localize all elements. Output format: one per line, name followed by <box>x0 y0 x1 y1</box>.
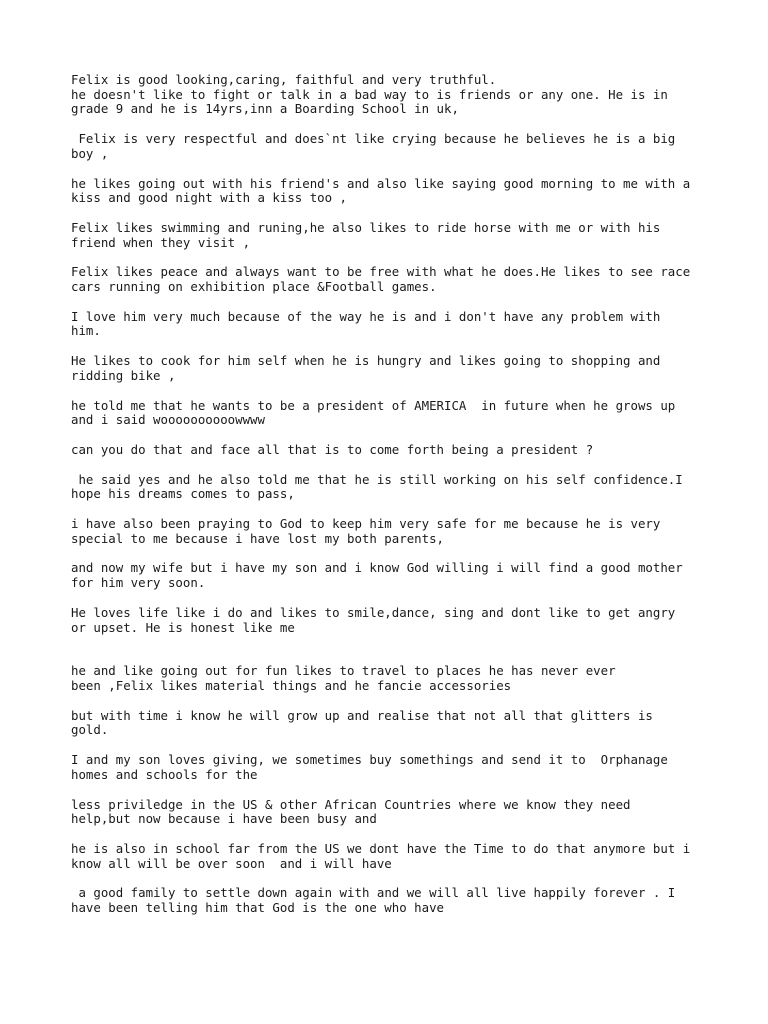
paragraph-8: he told me that he wants to be a president of AMERICA in future when he grows up and i said woooooooooowwww <box>71 397 676 428</box>
document-body <box>71 73 711 916</box>
paragraph-11: i have also been praying to God to keep him very safe for me because he is very special to me because i have lost my both parents, <box>71 516 661 546</box>
paragraph-2: Felix is very respectful and does`nt like crying because he believes he is a big boy , <box>71 131 676 161</box>
paragraph-3: he likes going out with his friend's and also like saying good morning to me with a kiss and good night with a kiss too , <box>71 175 691 206</box>
paragraph-14: he and like going out for fun likes to travel to places he has never ever been ,Felix likes material things and he fancie accessories <box>71 663 616 693</box>
paragraph-16: I and my son loves giving, we sometimes buy somethings and send it to Orphanage homes and schools for the <box>71 752 668 782</box>
paragraph-6: I love him very much because of the way he is and i don't have any problem with him. <box>71 308 661 339</box>
paragraph-13: He loves life like i do and likes to smile,dance, sing and dont like to get angry or upset. He is honest like me <box>71 604 676 635</box>
paragraph-9: can you do that and face all that is to come forth being a president ? <box>71 441 594 457</box>
paragraph-1: Felix is good looking,caring, faithful and very truthful. he doesn't like to fight or talk in a bad way to is friends or any one. He is in grade 9 and he is 14yrs,inn a Boarding School in uk, <box>71 72 668 117</box>
paragraph-12: and now my wife but i have my son and i know God willing i will find a good mother for him very soon. <box>71 560 683 591</box>
paragraph-15: but with time i know he will grow up and realise that not all that glitters is gold. <box>71 707 653 738</box>
paragraph-19: a good family to settle down again with and we will all live happily forever . I have been telling him that God is the one who have <box>71 885 676 916</box>
paragraph-5: Felix likes peace and always want to be free with what he does.He likes to see race cars running on exhibition place &Football games. <box>71 264 691 295</box>
paragraph-17: less priviledge in the US & other African Countries where we know they need help,but now because i have been busy and <box>71 796 631 827</box>
paragraph-10: he said yes and he also told me that he is still working on his self confidence.I hope his dreams comes to pass, <box>71 471 683 502</box>
paragraph-18: he is also in school far from the US we dont have the Time to do that anymore but i know all will be over soon and i will have <box>71 840 691 871</box>
paragraph-7: He likes to cook for him self when he is hungry and likes going to shopping and ridding bike , <box>71 353 661 383</box>
paragraph-4: Felix likes swimming and runing,he also likes to ride horse with me or with his friend when they visit , <box>71 219 661 250</box>
